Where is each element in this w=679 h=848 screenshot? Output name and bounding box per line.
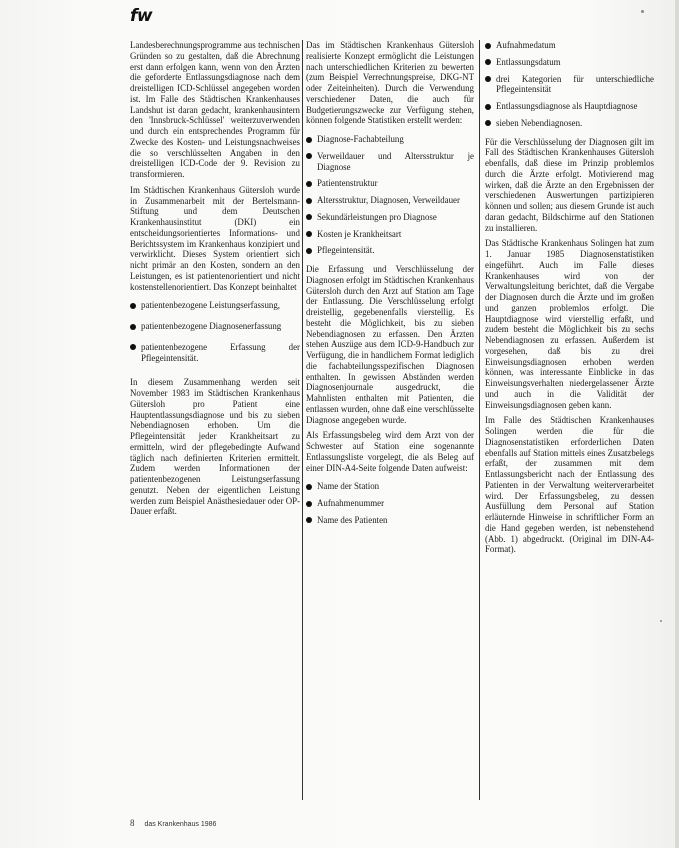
page-footer: [130, 818, 216, 828]
scan-speck: [660, 620, 662, 622]
col2-bullet-item: Pflegeintensität.: [306, 245, 474, 256]
col2-bullet-item: Sekundärleistungen pro Diagnose: [306, 212, 474, 223]
col1-bullet-item: patientenbezogene Erfassung der Pflegeintensität.: [130, 342, 300, 364]
col2-paragraph-1: Das im Städtischen Krankenhaus Gütersloh realisierte Konzept ermöglicht die Leistungen nach unterschiedlichen Kriterien zu bewerten (zum Beispiel Verrechnungspreise, DKG-NT oder Zeiteinheiten). Durch die Verwendung verschiedener Daten, die auch für Budgetierungszwecke zur Verfügung stehen, können folgende Statistiken erstellt werden:: [306, 40, 474, 126]
col2-bullet-item: Name der Station: [306, 481, 474, 492]
col2-bullet-item: Kosten je Krankheitsart: [306, 229, 474, 240]
col2-bullet-item: Diagnose-Fachabteilung: [306, 134, 474, 145]
col3-paragraph-3: Im Falle des Städtischen Krankenhauses Solingen werden die für die Diagnosenstatistiken erforderlichen Daten ebenfalls auf Station mittels eines Zusatzbelegs erfaßt, der zusammen mit dem Entlassungsbericht nach der Entlassung des Patienten in der Verwaltung weiterverarbeitet wird. Der Erfassungsbeleg, zu dessen Ausfüllung dem Personal auf Station erläuternde Hinweise in schriftlicher Form an die Hand gegeben werden, ist nebenstehend (Abb. 1) abgedruckt. (Original im DIN-A4-Format).: [485, 415, 654, 555]
scan-speck: [641, 10, 644, 13]
col3-bullet-item: Aufnahmedatum: [485, 40, 654, 51]
col3-bullet-item: Entlassungsdiagnose als Hauptdiagnose: [485, 101, 654, 112]
col2-bullet-list: [306, 134, 474, 256]
column-divider-1: [302, 40, 303, 800]
col2-paragraph-3: Als Erfassungsbeleg wird dem Arzt von der Schwester auf Station eine sogenannte Entlassungsliste vorgelegt, die als Beleg auf einer DIN-A4-Seite folgende Daten aufweist:: [306, 430, 474, 473]
column-3: [485, 40, 654, 560]
page-number: 8: [130, 818, 135, 828]
col1-paragraph-2: Im Städtischen Krankenhaus Gütersloh wurde in Zusammenarbeit mit der Bertelsmann-Stiftung und dem Deutschen Krankenhausinstitut (DKI) ein entscheidungsorientiertes Informations- und Berichtssystem im Krankenhaus konzipiert und verwirklicht. Dieses System orientiert sich nicht primär an den Kosten, sondern an den Leistungen, es ist patientenorientiert und nicht kostenstellenorientiert. Das Konzept beinhaltet: [130, 184, 300, 292]
page-edge-shadow: [675, 0, 679, 848]
col3-bullet-item: drei Kategorien für unterschiedliche Pflegeintensität: [485, 74, 654, 96]
col2-paragraph-2: Die Erfassung und Verschlüsselung der Diagnosen erfolgt im Städtischen Krankenhaus Gütersloh durch den Arzt auf Station am Tage der Entlassung. Die Verschlüsselung erfolgt dreistellig, gegebenenfalls vierstellig. Es besteht die Möglichkeit, bis zu sieben Nebendiagnosen zu erfassen. Den Ärzten stehen Auszüge aus dem ICD-9-Handbuch zur Verfügung, die in handlichem Format lediglich die fachabteilungsspezifischen Diagnosen enthalten. In gewissen Abständen werden Diagnosenjournale ausgedruckt, die Mahnlisten enthalten mit Patienten, die entlassen wurden, ohne daß eine verschlüsselte Diagnose angegeben wurde.: [306, 264, 474, 425]
col2-bullet-item: Verweildauer und Altersstruktur je Diagnose: [306, 151, 474, 173]
col1-paragraph-3: In diesem Zusammenhang werden seit November 1983 im Städtischen Krankenhaus Gütersloh pro Patient eine Hauptentlassungsdiagnose und bis zu sieben Nebendiagnosen erhoben. Um die Pflegeintensität jeder Krankheitsart zu ermitteln, wird der pflegebedingte Aufwand täglich nach definierten Kriterien ermittelt. Zudem werden Informationen der patientenbezogenen Leistungserfassung genutzt. Neben der eigentlichen Leistung werden zum Beispiel Anästhesiedauer oder OP-Dauer erfaßt.: [130, 377, 300, 517]
col2-bullet-item: Patientenstruktur: [306, 178, 474, 189]
col2-bullet-item: Name des Patienten: [306, 515, 474, 526]
col3-paragraph-1: Für die Verschlüsselung der Diagnosen gilt im Fall des Städtischen Krankenhauses Gütersloh ebenfalls, daß diese im Prinzip problemlos durch die Ärzte erfolgt. Motivierend mag wirken, daß die Ärzte an den Ergebnissen der verschiedenen Auswertungen partizipieren können und sollen; aus diesem Grunde ist auch daran gedacht, Bildschirme auf den Stationen zu installieren.: [485, 136, 654, 233]
col1-paragraph-1: Landesberechnungsprogramme aus technischen Gründen so zu gestalten, daß die Abrechnung erst dann erfolgen kann, wenn von den Ärzten die geforderte Entlassungsdiagnose nach dem dreistelligen ICD-Schlüssel angegeben worden ist. Im Falle des Städtischen Krankenhauses Landshut ist daran gedacht, krankenhausintern den 'Innsbruck-Schlüssel' weiterzuverwenden und durch ein entsprechendes Programm für Zwecke des Kosten- und Leistungsnachweises die so verschlüsselten Angaben in den dreistelligen ICD-Code der 9. Revision zu transformieren.: [130, 40, 300, 179]
col3-paragraph-2: Das Städtische Krankenhaus Solingen hat zum 1. Januar 1985 Diagnosenstatistiken eingeführt. Auch im Falle dieses Krankenhauses wird von der Verwaltungsleitung berichtet, daß die Vergabe der Diagnosen durch die Ärzte und im großen und ganzen problemlos erfolgt. Die Hauptdiagnose wird vierstellig erfaßt, und zudem besteht die Möglichkeit bis zu sechs Nebendiagnosen zu erfassen. Außerdem ist vorgesehen, daß bis zu drei Einweisungsdiagnosen erhoben werden können, was interessante Einblicke in das Einweisungsverhalten niedergelassener Ärzte und auch in die Validität der Einweisungsdiagnosen geben kann.: [485, 238, 654, 410]
journal-logo: fw: [130, 6, 153, 26]
column-2: [306, 40, 474, 534]
col3-bullet-item: Entlassungsdatum: [485, 57, 654, 68]
col3-bullet-item: sieben Nebendiagnosen.: [485, 118, 654, 129]
col1-bullet-item: patientenbezogene Diagnosenerfassung: [130, 321, 300, 332]
col2-bullet-list-2: [306, 481, 474, 525]
column-1: [130, 40, 300, 522]
journal-footer-title: das Krankenhaus 1986: [144, 821, 217, 828]
col2-bullet-item: Aufnahmenummer: [306, 498, 474, 509]
col3-bullet-list: [485, 40, 654, 129]
col1-bullet-item: patientenbezogene Leistungserfassung,: [130, 300, 300, 311]
col2-bullet-item: Altersstruktur, Diagnosen, Verweildauer: [306, 195, 474, 206]
col1-bullet-list: [130, 300, 300, 363]
column-divider-2: [479, 40, 480, 800]
